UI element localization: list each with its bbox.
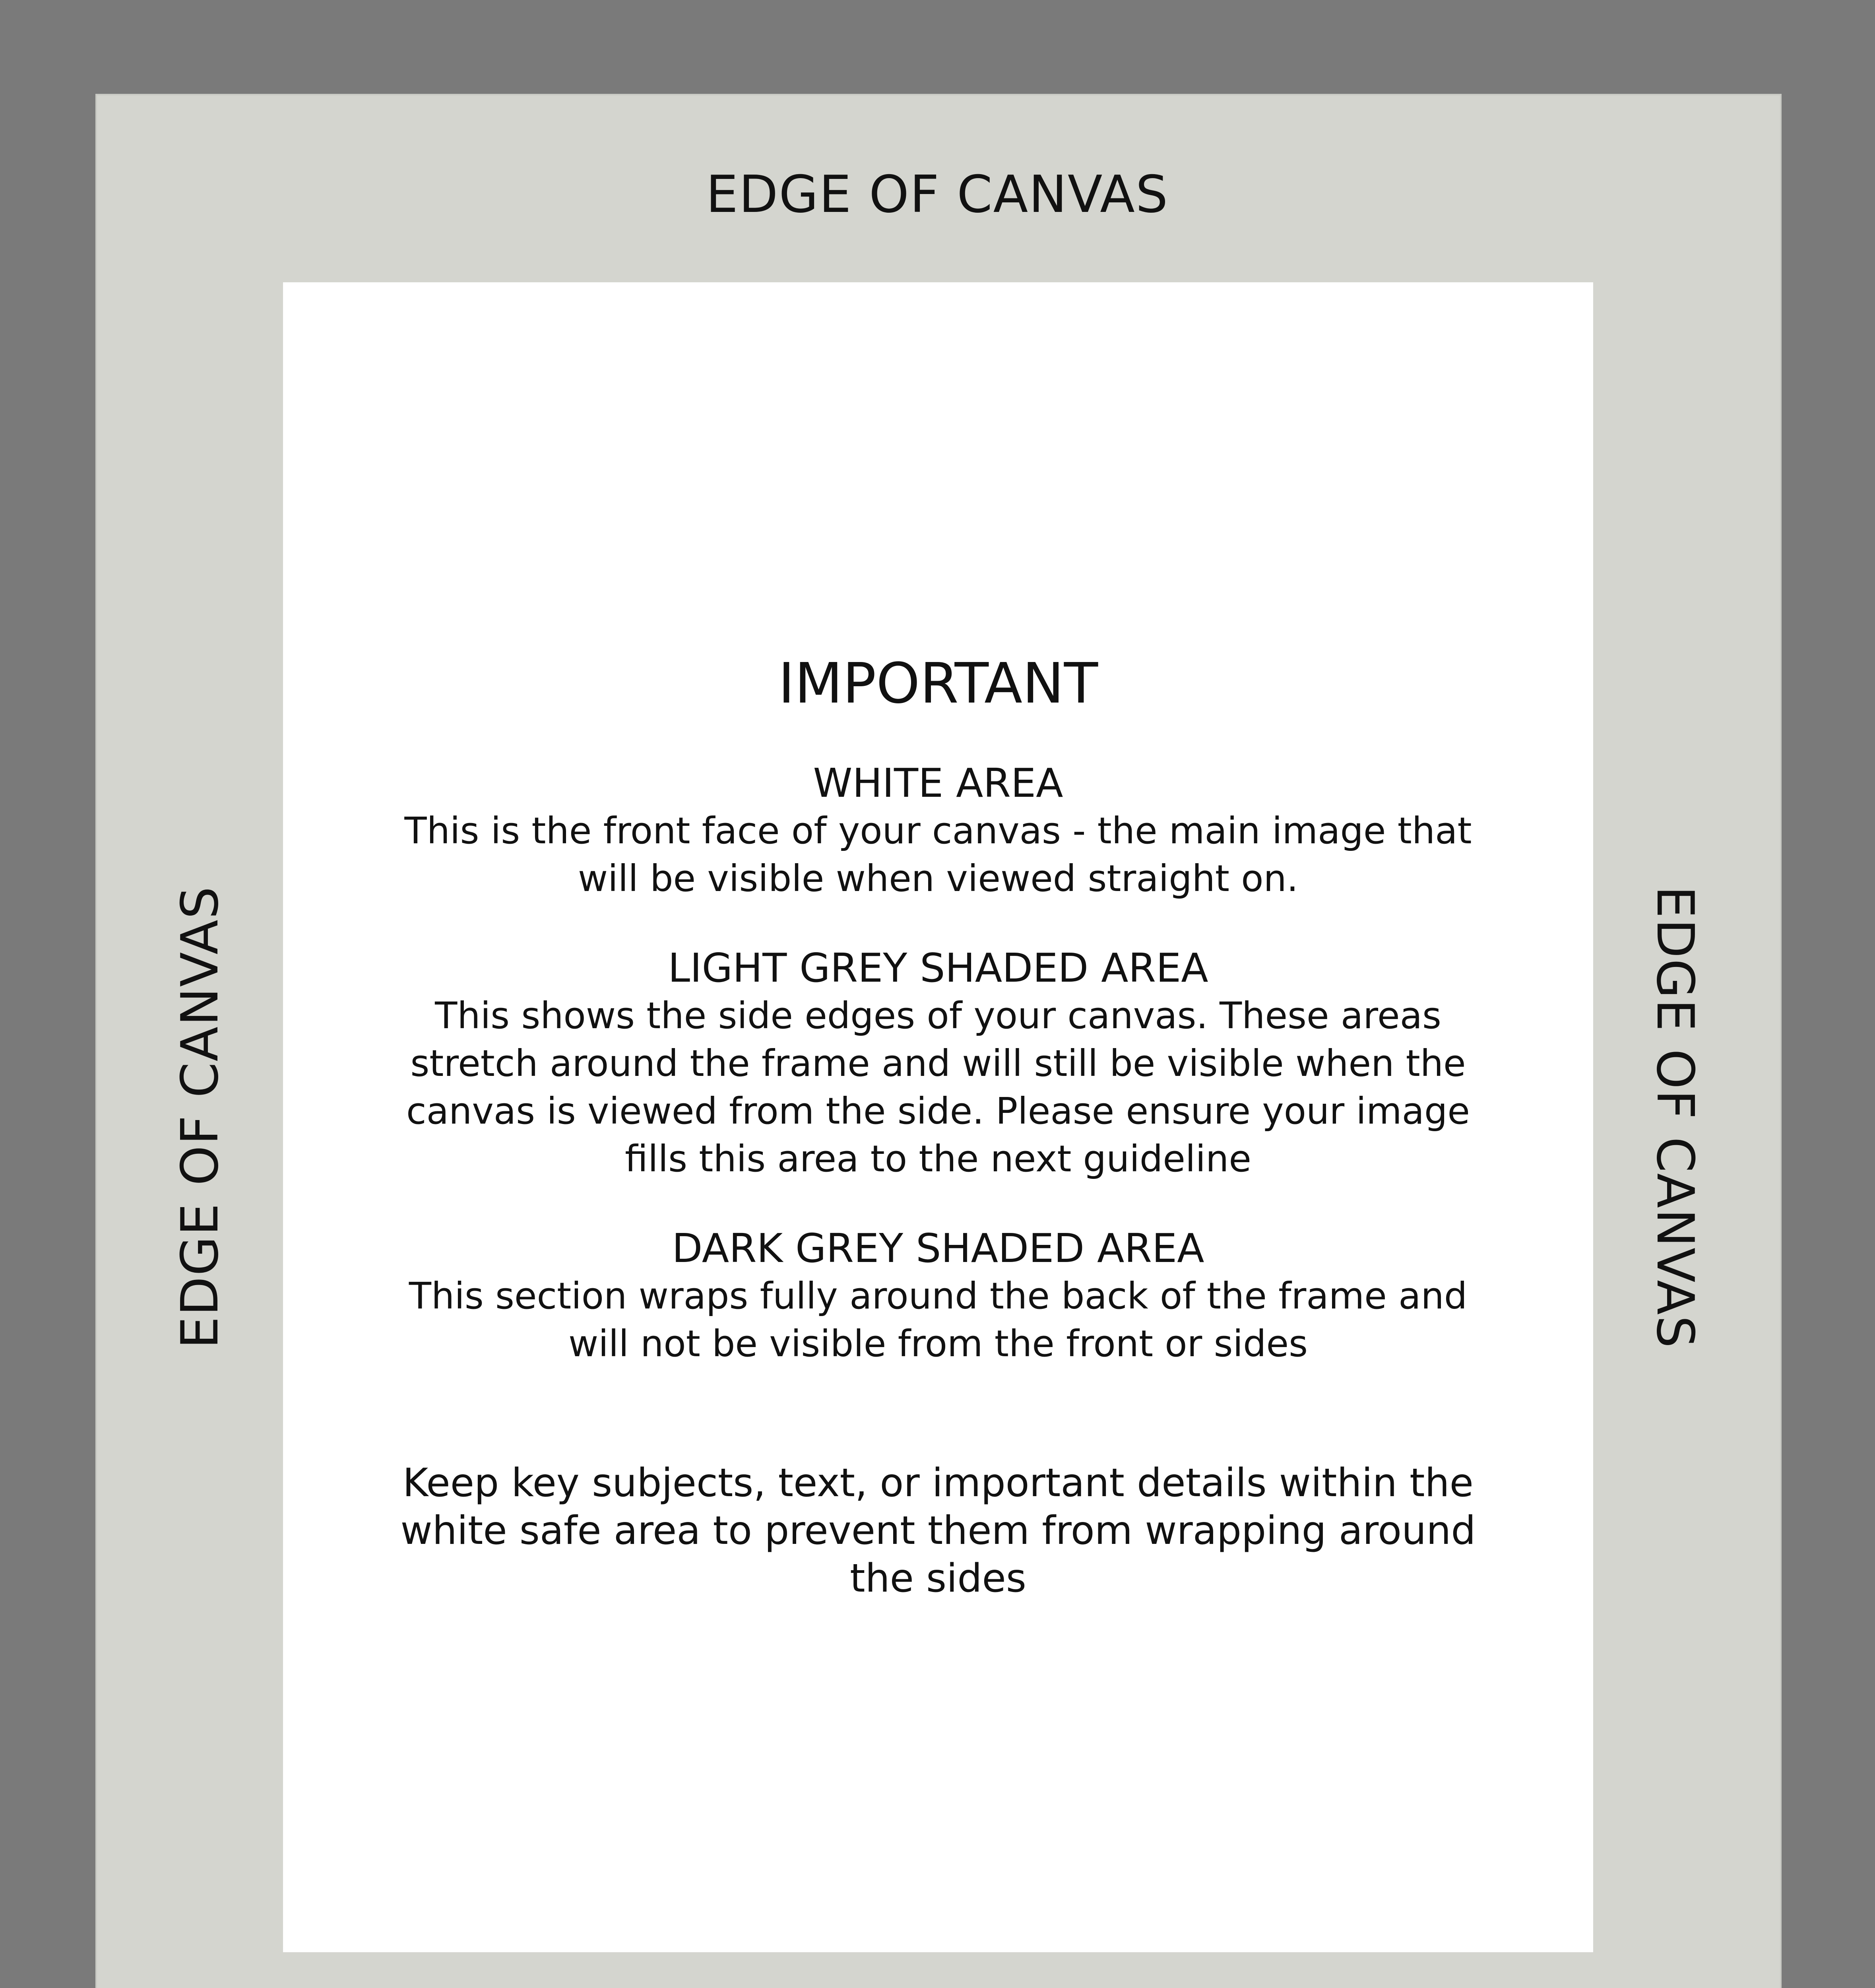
dark-grey-area-section xyxy=(283,1225,1593,1368)
edge-of-canvas-left-label: EDGE OF CANVAS xyxy=(171,885,230,1349)
edge-of-canvas-top-label: EDGE OF CANVAS xyxy=(706,165,1169,224)
light-grey-area-section xyxy=(283,944,1593,1183)
light-grey-area-heading: LIGHT GREY SHADED AREA xyxy=(668,945,1208,991)
dark-grey-area-description: This section wraps fully around the back of the frame and will not be visible from the front or sides xyxy=(409,1275,1468,1365)
white-area-heading: WHITE AREA xyxy=(813,760,1063,806)
dark-grey-area-heading: DARK GREY SHADED AREA xyxy=(672,1225,1204,1272)
edge-of-canvas-right-label: EDGE OF CANVAS xyxy=(1645,885,1704,1349)
white-area-description: This is the front face of your canvas - the main image that will be visible when viewed straight on. xyxy=(404,810,1472,900)
important-title: IMPORTANT xyxy=(778,651,1098,716)
safe-area-note: Keep key subjects, text, or important details within the white safe area to prevent them from wrapping around the sides xyxy=(400,1460,1476,1601)
light-grey-area-description: This shows the side edges of your canvas. These areas stretch around the frame and will still be visible when the canvas is viewed from the side. Please ensure your image fills this area to the next guideline xyxy=(406,994,1470,1180)
instructions-block xyxy=(283,652,1593,1602)
white-area-section xyxy=(283,759,1593,903)
